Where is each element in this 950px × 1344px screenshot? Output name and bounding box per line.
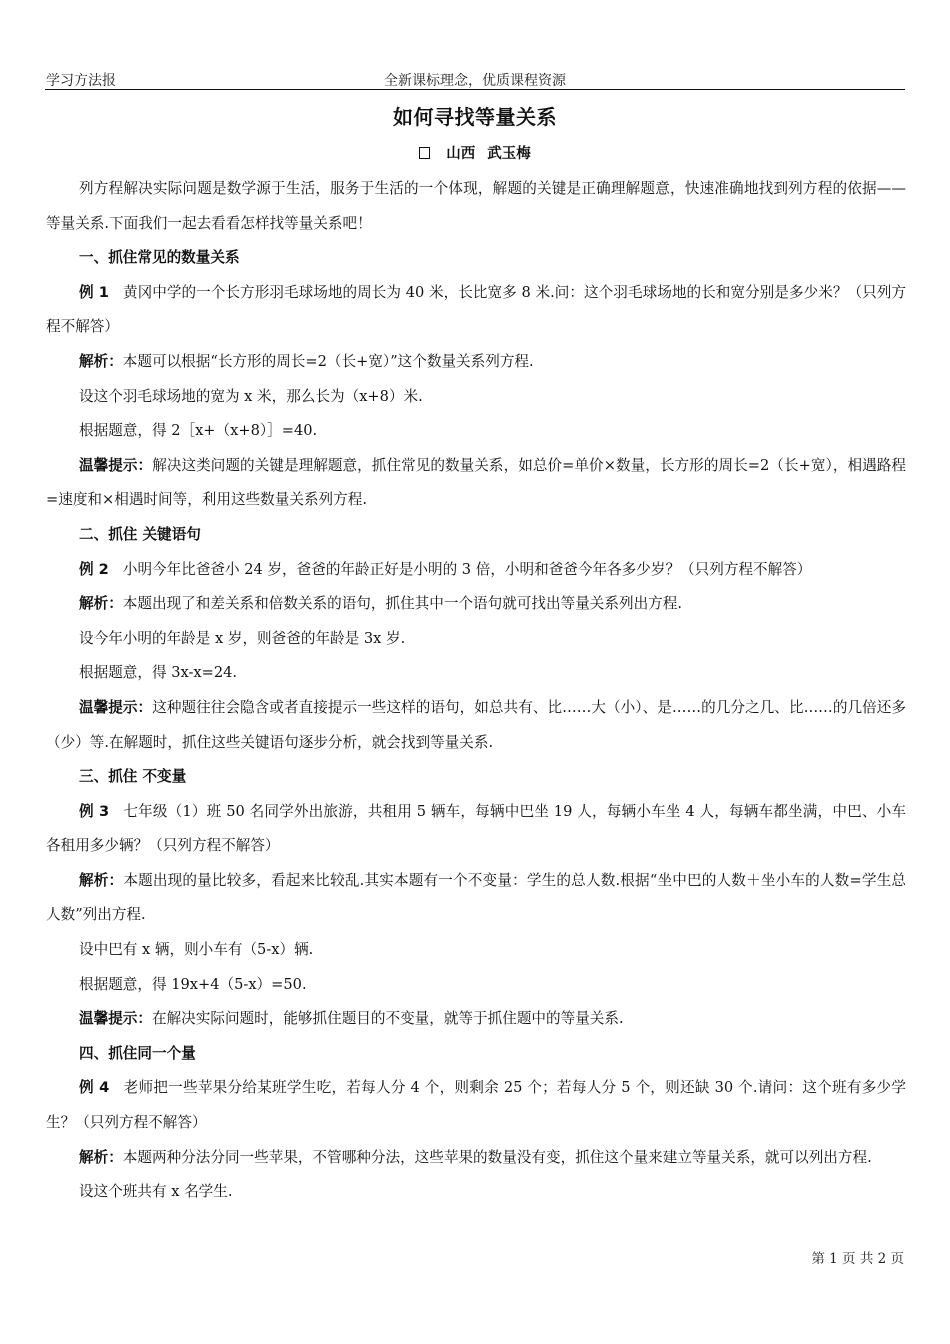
section-heading: 一、抓住常见的数量关系	[79, 249, 240, 267]
example-text: 老师把一些苹果分给某班学生吃，若每人分 4 个，则剩余 25 个；若每人分 5 个，则还缺 30 个.请问：这个班有多少学生？（只列方程不解答）	[46, 1079, 906, 1132]
solution-step: 根据题意，得 3x-x=24.	[79, 664, 238, 682]
tip-label: 温馨提示：	[79, 698, 153, 716]
tip-text: 解决这类问题的关键是理解题意，抓住常见的数量关系，如总价=单价×数量，长方形的周长=2（长+宽），相遇路程=速度和×相遇时间等，利用这些数量关系列方程.	[46, 456, 906, 509]
example-paragraph	[46, 795, 906, 864]
solution-step: 根据题意，得 19x+4（5-x）=50.	[79, 975, 307, 993]
example-text: 小明今年比爸爸小 24 岁，爸爸的年龄正好是小明的 3 倍，小明和爸爸今年各多少岁？（只列方程不解答）	[122, 560, 812, 578]
example-paragraph	[46, 1071, 906, 1140]
tip-label: 温馨提示：	[79, 456, 153, 474]
author-location: 山西	[446, 146, 476, 162]
analysis-label: 解析：	[79, 595, 123, 613]
tip-text: 这种题往往会隐含或者直接提示一些这样的语句，如总共有、比……大（小）、是……的几分之几、比……的几倍还多（少）等.在解题时，抓住这些关键语句逐步分析，就会找到等量关系.	[46, 698, 906, 751]
analysis-paragraph	[46, 1141, 906, 1176]
solution-step: 设中巴有 x 辆，则小车有（5-x）辆.	[79, 941, 314, 959]
analysis-label: 解析：	[79, 1148, 123, 1166]
section-heading: 二、抓住 关键语句	[79, 525, 201, 543]
square-marker-icon	[419, 147, 430, 159]
solution-step: 设这个羽毛球场地的宽为 x 米，那么长为（x+8）米.	[79, 387, 423, 405]
article-body	[46, 172, 906, 1210]
tip-paragraph	[46, 691, 906, 760]
example-text: 黄冈中学的一个长方形羽毛球场地的周长为 40 米，长比宽多 8 米.问：这个羽毛球场地的长和宽分别是多少米？（只列方程不解答）	[46, 283, 906, 336]
solution-step: 设今年小明的年龄是 x 岁，则爸爸的年龄是 3x 岁.	[79, 629, 406, 647]
example-label: 例 3	[79, 802, 110, 820]
header-slogan: 全新课标理念，优质课程资源	[384, 73, 566, 89]
header-publication-name: 学习方法报	[46, 73, 116, 89]
byline	[0, 142, 950, 163]
tip-label: 温馨提示：	[79, 1010, 152, 1028]
page-number: 第 1 页 共 2 页	[811, 1251, 904, 1267]
example-paragraph	[46, 553, 906, 588]
analysis-text: 本题可以根据“长方形的周长=2（长+宽）”这个数量关系列方程.	[122, 352, 534, 370]
header-divider	[45, 89, 905, 90]
example-paragraph	[46, 276, 906, 345]
analysis-text: 本题出现了和差关系和倍数关系的语句，抓住其中一个语句就可找出等量关系列出方程.	[122, 595, 683, 613]
example-text: 七年级（1）班 50 名同学外出旅游，共租用 5 辆车，每辆中巴坐 19 人，每辆小车坐 4 人，每辆车都坐满，中巴、小车各租用多少辆？（只列方程不解答）	[46, 802, 906, 855]
analysis-label: 解析：	[79, 352, 123, 370]
article-title: 如何寻找等量关系	[393, 105, 557, 129]
example-label: 例 2	[79, 560, 109, 578]
intro-paragraph: 列方程解决实际问题是数学源于生活，服务于生活的一个体现，解题的关键是正确理解题意，快速准确地找到列方程的依据——等量关系.下面我们一起去看看怎样找等量关系吧！	[46, 180, 906, 232]
analysis-paragraph	[46, 864, 906, 933]
tip-text: 在解决实际问题时，能够抓住题目的不变量，就等于抓住题中的等量关系.	[151, 1010, 624, 1028]
section-heading: 四、抓住同一个量	[79, 1044, 196, 1062]
tip-paragraph	[46, 1002, 906, 1037]
analysis-paragraph	[46, 587, 906, 622]
analysis-label: 解析：	[79, 871, 124, 889]
analysis-text: 本题两种分法分同一些苹果，不管哪种分法，这些苹果的数量没有变，抓住这个量来建立等量关系，就可以列出方程.	[122, 1148, 872, 1166]
example-label: 例 1	[79, 283, 109, 301]
solution-step: 设这个班共有 x 名学生.	[79, 1183, 233, 1201]
tip-paragraph	[46, 449, 906, 518]
section-heading: 三、抓住 不变量	[79, 768, 187, 786]
solution-step: 根据题意，得 2［x+（x+8）］=40.	[79, 422, 318, 440]
author-name: 武玉梅	[487, 146, 531, 162]
analysis-text: 本题出现的量比较多，看起来比较乱.其实本题有一个不变量：学生的总人数.根据“坐中巴的人数＋坐小车的人数=学生总人数”列出方程.	[46, 871, 906, 924]
analysis-paragraph	[46, 345, 906, 380]
example-label: 例 4	[79, 1079, 110, 1097]
